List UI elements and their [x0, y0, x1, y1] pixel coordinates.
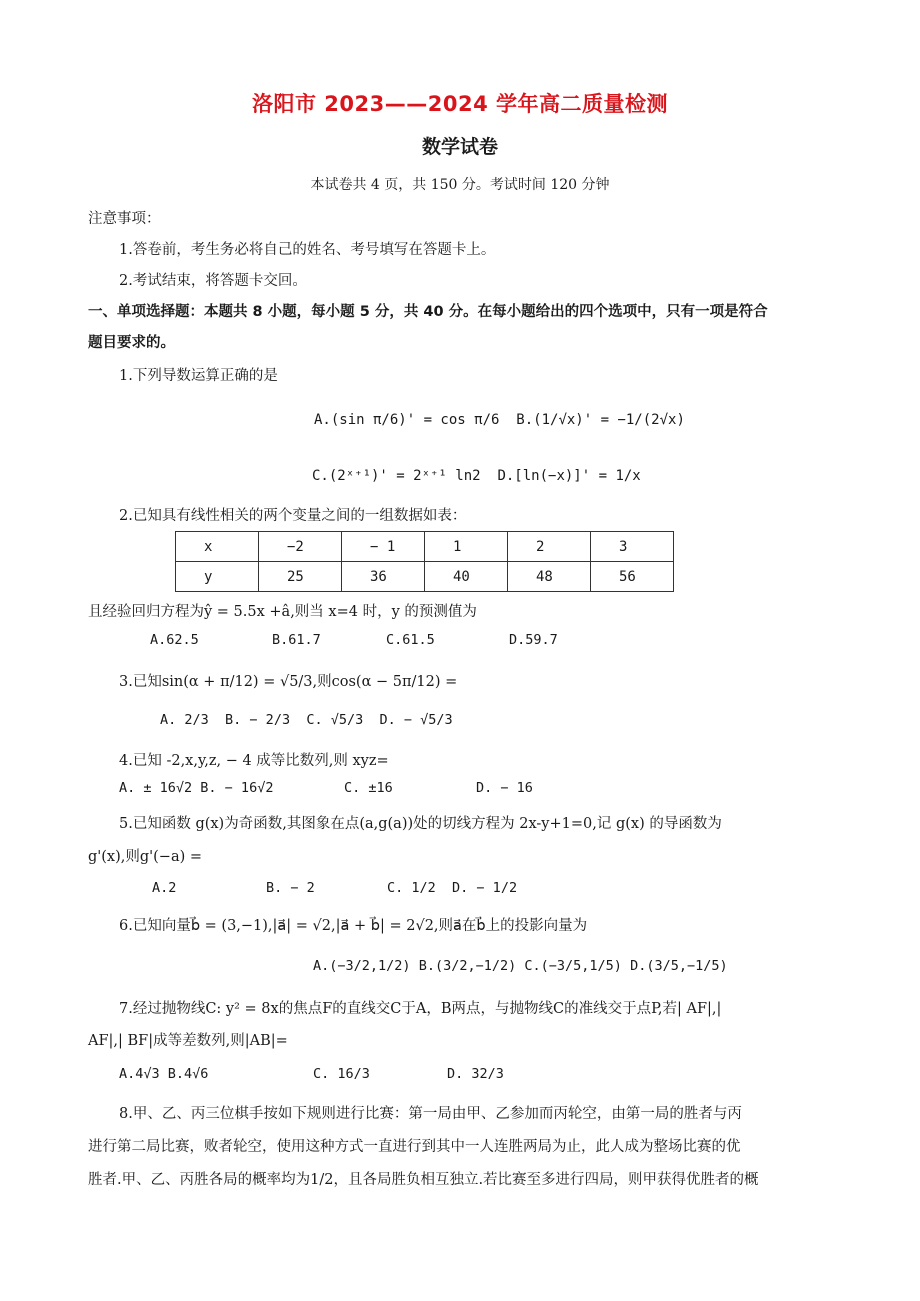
q2-followup: 且经验回归方程为ŷ = 5.5x +â,则当 x=4 时，y 的预测值为 — [88, 604, 477, 620]
q1-option-c: C.(2ˣ⁺¹)' = 2ˣ⁺¹ ln2 — [312, 468, 481, 484]
q4-option-b: B. − 16√2 — [200, 780, 274, 796]
q5-option-a: A.2 — [152, 880, 177, 896]
q1-options-ab — [314, 412, 685, 428]
table-cell: 25 — [259, 562, 342, 592]
q1-option-d: D.[ln(−x)]' = 1/x — [497, 468, 641, 484]
q2-option-b: B.61.7 — [272, 632, 321, 648]
q4-stem: 4.已知 -2,x,y,z, − 4 成等比数列,则 xyz= — [119, 753, 389, 769]
q1-option-b: B.(1/√x)' = −1/(2√x) — [516, 412, 685, 428]
table-cell: 56 — [591, 562, 674, 592]
section-heading: 一、单项选择题：本题共 8 小题，每小题 5 分，共 40 分。在每小题给出的四个选项中，只有一项是符合 — [88, 304, 768, 320]
q2-data-table — [175, 531, 674, 592]
q2-option-c: C.61.5 — [386, 632, 435, 648]
q1-options-cd — [312, 468, 641, 484]
q3-option-d: D. − √5/3 — [379, 712, 453, 728]
table-cell: 1 — [425, 532, 508, 562]
q6-option-b: B.(3/2,−1/2) — [418, 958, 517, 974]
table-cell: − 1 — [342, 532, 425, 562]
table-row-y — [176, 562, 674, 592]
q4-option-c: C. ±16 — [344, 780, 393, 796]
q7-option-a: A.4√3 — [119, 1066, 160, 1082]
q5-option-d: D. − 1/2 — [452, 880, 518, 896]
q3-option-b: B. − 2/3 — [225, 712, 291, 728]
exam-subject: 数学试卷 — [421, 136, 498, 158]
table-cell: −2 — [259, 532, 342, 562]
table-cell: 36 — [342, 562, 425, 592]
exam-info: 本试卷共 4 页，共 150 分。考试时间 120 分钟 — [310, 177, 610, 193]
q2-option-d: D.59.7 — [509, 632, 558, 648]
q5-option-b: B. − 2 — [266, 880, 315, 896]
q5-stem-line1: 5.已知函数 g(x)为奇函数,其图象在点(a,g(a))处的切线方程为 2x-y+1=0,记 g(x) 的导函数为 — [119, 816, 722, 832]
q8-stem-line3: 胜者.甲、乙、丙胜各局的概率均为1/2，且各局胜负相互独立.若比赛至多进行四局，则甲获得优胜者的概 — [88, 1172, 759, 1188]
q6-option-d: D.(3/5,−1/5) — [630, 958, 728, 974]
q7-stem-line2: AF|,| BF|成等差数列,则|AB|= — [88, 1033, 288, 1049]
q4-option-a: A. ± 16√2 — [119, 780, 193, 796]
q7-option-b: B.4√6 — [167, 1066, 209, 1082]
q5-options-cd — [387, 880, 517, 896]
q2-stem: 2.已知具有线性相关的两个变量之间的一组数据如表： — [119, 508, 467, 524]
q6-stem: 6.已知向量b⃗ = (3,−1),|a⃗| = √2,|a⃗ + b⃗| = 2√2,则a⃗在b⃗上的投影向量为 — [119, 918, 588, 934]
table-cell: x — [176, 532, 259, 562]
table-cell: 3 — [591, 532, 674, 562]
exam-title: 洛阳市 2023——2024 学年高二质量检测 — [251, 92, 668, 116]
q3-option-c: C. √5/3 — [306, 712, 364, 728]
q4-options — [119, 780, 273, 796]
q5-option-c: C. 1/2 — [387, 880, 436, 896]
q8-stem-line2: 进行第二局比赛，败者轮空，使用这种方式一直进行到其中一人连胜两局为止，此人成为整场比赛的优 — [88, 1139, 741, 1155]
q6-option-c: C.(−3/5,1/5) — [524, 958, 622, 974]
table-cell: 40 — [425, 562, 508, 592]
q6-options — [313, 958, 728, 974]
q1-stem: 1.下列导数运算正确的是 — [119, 368, 278, 384]
q7-option-d: D. 32/3 — [447, 1066, 504, 1082]
q5-stem-line2: g'(x),则g'(−a) = — [88, 849, 203, 865]
table-cell: 48 — [508, 562, 591, 592]
q6-option-a: A.(−3/2,1/2) — [313, 958, 411, 974]
q7-option-c: C. 16/3 — [313, 1066, 370, 1082]
note-item-2: 2.考试结束，将答题卡交回。 — [119, 273, 307, 289]
notes-heading: 注意事项： — [88, 211, 161, 227]
table-row-x — [176, 532, 674, 562]
q7-stem-line1: 7.经过抛物线C: y² = 8x的焦点F的直线交C于A，B两点，与抛物线C的准线交于点P,若| AF|,| — [119, 1001, 722, 1017]
q8-stem-line1: 8.甲、乙、丙三位棋手按如下规则进行比赛：第一局由甲、乙参加而丙轮空，由第一局的胜者与丙 — [119, 1106, 742, 1122]
q2-option-a: A.62.5 — [150, 632, 199, 648]
note-item-1: 1.答卷前，考生务必将自己的姓名、考号填写在答题卡上。 — [119, 242, 496, 258]
table-cell: 2 — [508, 532, 591, 562]
q3-stem: 3.已知sin(α + π/12) = √5/3,则cos(α − 5π/12) = — [119, 674, 458, 690]
q1-option-a: A.(sin π/6)' = cos π/6 — [314, 412, 500, 428]
section-heading-cont: 题目要求的。 — [88, 335, 175, 351]
table-cell: y — [176, 562, 259, 592]
q3-options — [160, 712, 453, 728]
q7-options-ab — [119, 1066, 208, 1082]
q3-option-a: A. 2/3 — [160, 712, 209, 728]
q4-option-d: D. − 16 — [476, 780, 533, 796]
